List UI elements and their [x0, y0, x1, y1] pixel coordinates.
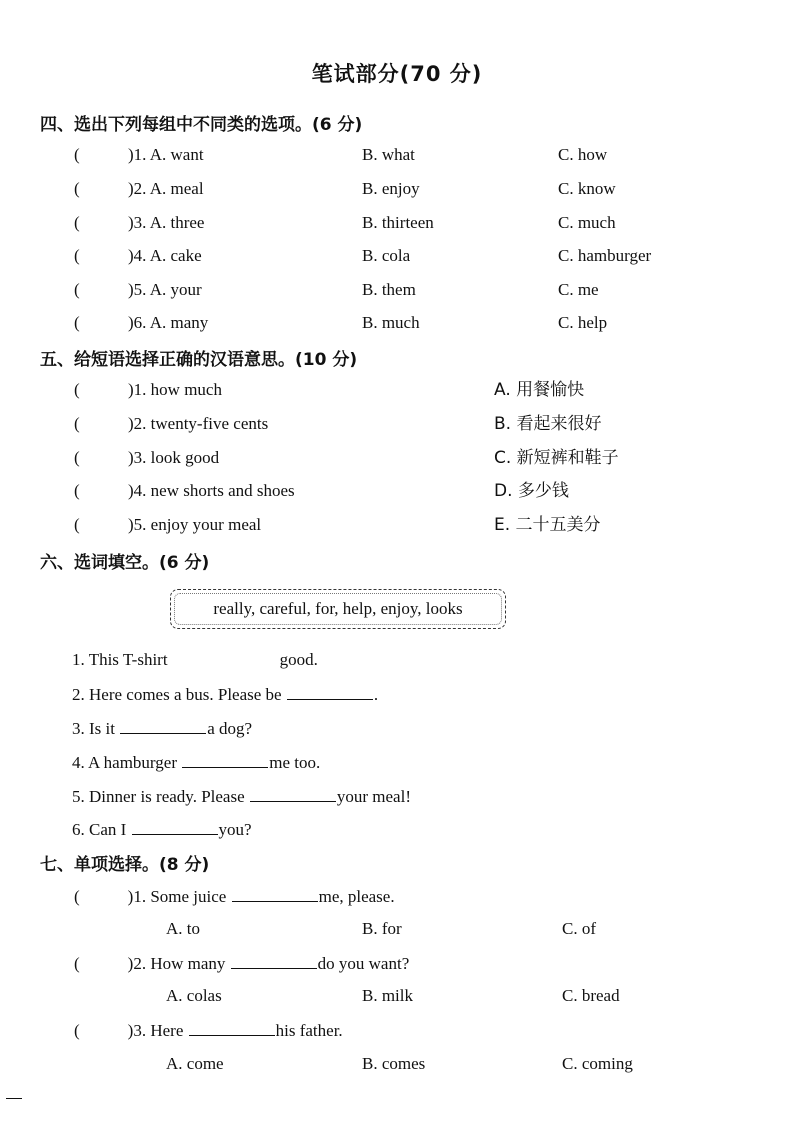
question-option-a: )3. A. three — [128, 213, 205, 232]
question-end: me, please. — [318, 887, 395, 906]
s5-row-2 — [0, 411, 794, 437]
answer-blank[interactable] — [287, 681, 373, 700]
option-b: B. them — [362, 280, 416, 299]
option-c: C. much — [558, 213, 616, 232]
s6-item-2 — [0, 681, 794, 707]
english-phrase: )4. new shorts and shoes — [128, 481, 295, 500]
english-phrase: )3. look good — [128, 448, 220, 467]
section-7-heading: 七、单项选择。(8 分) — [40, 855, 210, 875]
sentence-end: good. — [279, 650, 318, 669]
question-start: )2. How many — [127, 954, 226, 973]
sentence-end: . — [373, 685, 379, 704]
option-b: B. what — [362, 145, 415, 164]
s7-question-1 — [0, 883, 794, 909]
sentence-start: 1. This T-shirt — [72, 650, 168, 669]
answer-paren[interactable]: ( — [74, 887, 80, 906]
answer-blank[interactable] — [169, 647, 279, 665]
answer-paren[interactable]: ( — [74, 145, 80, 164]
section-4-heading: 四、选出下列每组中不同类的选项。(6 分) — [40, 115, 363, 135]
option-c: C. hamburger — [558, 246, 652, 265]
s6-item-1 — [0, 647, 794, 673]
chinese-meaning: C. 新短裤和鞋子 — [494, 448, 619, 468]
option-c: C. know — [558, 179, 616, 198]
question-end: his father. — [275, 1021, 343, 1040]
answer-paren[interactable]: ( — [74, 1021, 80, 1040]
question-option-a: )1. A. want — [128, 145, 204, 164]
answer-paren[interactable]: ( — [74, 515, 80, 534]
option-c: C. help — [558, 313, 608, 332]
answer-paren[interactable]: ( — [74, 313, 80, 332]
option-b: B. cola — [362, 246, 411, 265]
sentence-end: a dog? — [207, 719, 253, 738]
page-corner-mark — [6, 1098, 22, 1099]
answer-paren[interactable]: ( — [74, 448, 80, 467]
s7-q3-option-c[interactable]: C. coming — [562, 1054, 633, 1073]
chinese-meaning: E. 二十五美分 — [494, 515, 601, 535]
english-phrase: )2. twenty-five cents — [128, 414, 269, 433]
s7-q1-option-b[interactable]: B. for — [362, 919, 402, 938]
s7-q3-option-b[interactable]: B. comes — [362, 1054, 426, 1073]
s4-row-1 — [0, 142, 794, 168]
s6-item-5 — [0, 783, 794, 809]
s7-q1-option-a[interactable]: A. to — [166, 919, 200, 938]
english-phrase: )5. enjoy your meal — [128, 515, 262, 534]
answer-blank[interactable] — [250, 783, 336, 802]
s7-q2-option-b[interactable]: B. milk — [362, 986, 414, 1005]
question-end: do you want? — [317, 954, 410, 973]
question-option-a: )4. A. cake — [128, 246, 202, 265]
english-phrase: )1. how much — [128, 380, 222, 399]
sentence-start: 3. Is it — [72, 719, 115, 738]
sentence-start: 4. A hamburger — [72, 753, 177, 772]
answer-paren[interactable]: ( — [74, 280, 80, 299]
question-option-a: )2. A. meal — [128, 179, 204, 198]
answer-paren[interactable]: ( — [74, 213, 80, 232]
answer-paren[interactable]: ( — [74, 481, 80, 500]
s4-row-5 — [0, 277, 794, 303]
chinese-meaning: D. 多少钱 — [494, 481, 569, 501]
sentence-start: 2. Here comes a bus. Please be — [72, 685, 282, 704]
answer-paren[interactable]: ( — [74, 954, 80, 973]
s5-row-5 — [0, 512, 794, 538]
answer-paren[interactable]: ( — [74, 179, 80, 198]
answer-blank[interactable] — [120, 715, 206, 734]
section-6-heading: 六、选词填空。(6 分) — [40, 553, 210, 573]
answer-paren[interactable]: ( — [74, 246, 80, 265]
s5-row-3 — [0, 445, 794, 471]
s6-item-4 — [0, 749, 794, 775]
option-c: C. me — [558, 280, 599, 299]
chinese-meaning: A. 用餐愉快 — [494, 380, 585, 400]
sentence-start: 6. Can I — [72, 820, 127, 839]
sentence-end: your meal! — [336, 787, 411, 806]
s7-q2-option-a[interactable]: A. colas — [166, 986, 222, 1005]
s4-row-6 — [0, 310, 794, 336]
s7-q3-option-a[interactable]: A. come — [166, 1054, 224, 1073]
s4-row-3 — [0, 210, 794, 236]
sentence-end: me too. — [269, 753, 321, 772]
option-c: C. how — [558, 145, 608, 164]
s6-item-6 — [0, 816, 794, 842]
answer-blank[interactable] — [231, 950, 317, 969]
s7-question-3 — [0, 1017, 794, 1043]
sentence-end: you? — [218, 820, 252, 839]
s7-q1-option-c[interactable]: C. of — [562, 919, 596, 938]
page-title: 笔试部分(70 分) — [311, 62, 483, 86]
question-option-a: )6. A. many — [128, 313, 209, 332]
s4-row-4 — [0, 243, 794, 269]
answer-blank[interactable] — [182, 749, 268, 768]
sentence-start: 5. Dinner is ready. Please — [72, 787, 245, 806]
option-b: B. much — [362, 313, 420, 332]
answer-paren[interactable]: ( — [74, 414, 80, 433]
s4-row-2 — [0, 176, 794, 202]
answer-blank[interactable] — [232, 883, 318, 902]
answer-blank[interactable] — [132, 816, 218, 835]
option-b: B. thirteen — [362, 213, 434, 232]
answer-blank[interactable] — [189, 1017, 275, 1036]
s7-q2-option-c[interactable]: C. bread — [562, 986, 620, 1005]
question-start: )1. Some juice — [127, 887, 227, 906]
answer-paren[interactable]: ( — [74, 380, 80, 399]
s7-question-2 — [0, 950, 794, 976]
s5-row-1 — [0, 377, 794, 403]
question-start: )3. Here — [127, 1021, 184, 1040]
section-5-heading: 五、给短语选择正确的汉语意思。(10 分) — [40, 350, 358, 370]
s6-item-3 — [0, 715, 794, 741]
word-bank-box: really, careful, for, help, enjoy, looks — [170, 589, 506, 629]
option-b: B. enjoy — [362, 179, 420, 198]
s5-row-4 — [0, 478, 794, 504]
chinese-meaning: B. 看起来很好 — [494, 414, 602, 434]
question-option-a: )5. A. your — [128, 280, 202, 299]
